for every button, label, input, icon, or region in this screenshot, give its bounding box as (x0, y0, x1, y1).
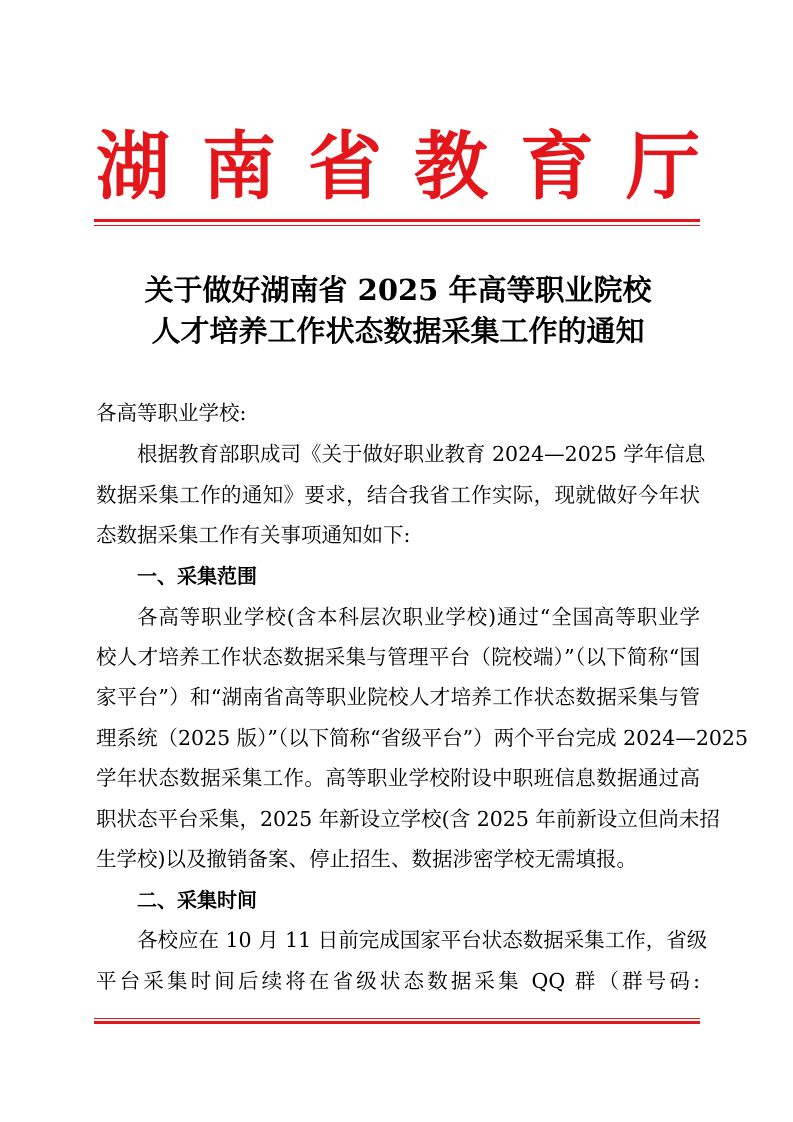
intro-line: 数据采集工作的通知》要求，结合我省工作实际，现就做好今年状 (96, 483, 700, 507)
intro-line: 态数据采集工作有关事项通知如下: (96, 523, 411, 547)
masthead-title (96, 122, 700, 212)
scope-line: 职状态平台采集，2025 年新设立学校(含 2025 年前新设立但尚未招 (96, 807, 720, 831)
footer-rule-thin (94, 1018, 700, 1019)
scope-line: 家平台”）和“湖南省高等职业院校人才培养工作状态数据采集与管 (96, 685, 700, 709)
time-line: 各校应在 10 月 11 日前完成国家平台状态数据采集工作，省级 (137, 928, 708, 952)
scope-line: 学年状态数据采集工作。高等职业学校附设中职班信息数据通过高 (96, 766, 700, 790)
document-title-line-2: 人才培养工作状态数据采集工作的通知 (151, 314, 645, 348)
masthead-char: 教 (414, 124, 488, 210)
masthead-char: 厅 (626, 124, 700, 210)
masthead-char: 省 (308, 124, 382, 210)
section-heading-scope: 一、采集范围 (137, 564, 257, 588)
scope-line: 理系统（2025 版）”（以下简称“省级平台”）两个平台完成 2024—2025 (96, 726, 748, 750)
salutation: 各高等职业学校: (96, 401, 247, 425)
document-title-line-1: 关于做好湖南省 2025 年高等职业院校 (144, 273, 652, 307)
header-rule-thick (94, 219, 700, 222)
intro-line: 根据教育部职成司《关于做好职业教育 2024—2025 学年信息 (137, 442, 706, 466)
section-heading-time: 二、采集时间 (137, 888, 257, 912)
scope-line: 生学校)以及撤销备案、停止招生、数据涉密学校无需填报。 (96, 847, 637, 871)
time-line: 平台采集时间后续将在省级状态数据采集 QQ 群（群号码: (96, 969, 700, 993)
masthead-char: 湖 (96, 124, 170, 210)
header-rule-thin (94, 225, 700, 226)
masthead-char: 育 (520, 124, 594, 210)
scope-line: 各高等职业学校(含本科层次职业学校)通过“全国高等职业学 (137, 605, 700, 629)
masthead-char: 南 (202, 124, 276, 210)
footer-rule-thick (94, 1021, 700, 1024)
scope-line: 校人才培养工作状态数据采集与管理平台（院校端）”（以下简称“国 (96, 645, 700, 669)
